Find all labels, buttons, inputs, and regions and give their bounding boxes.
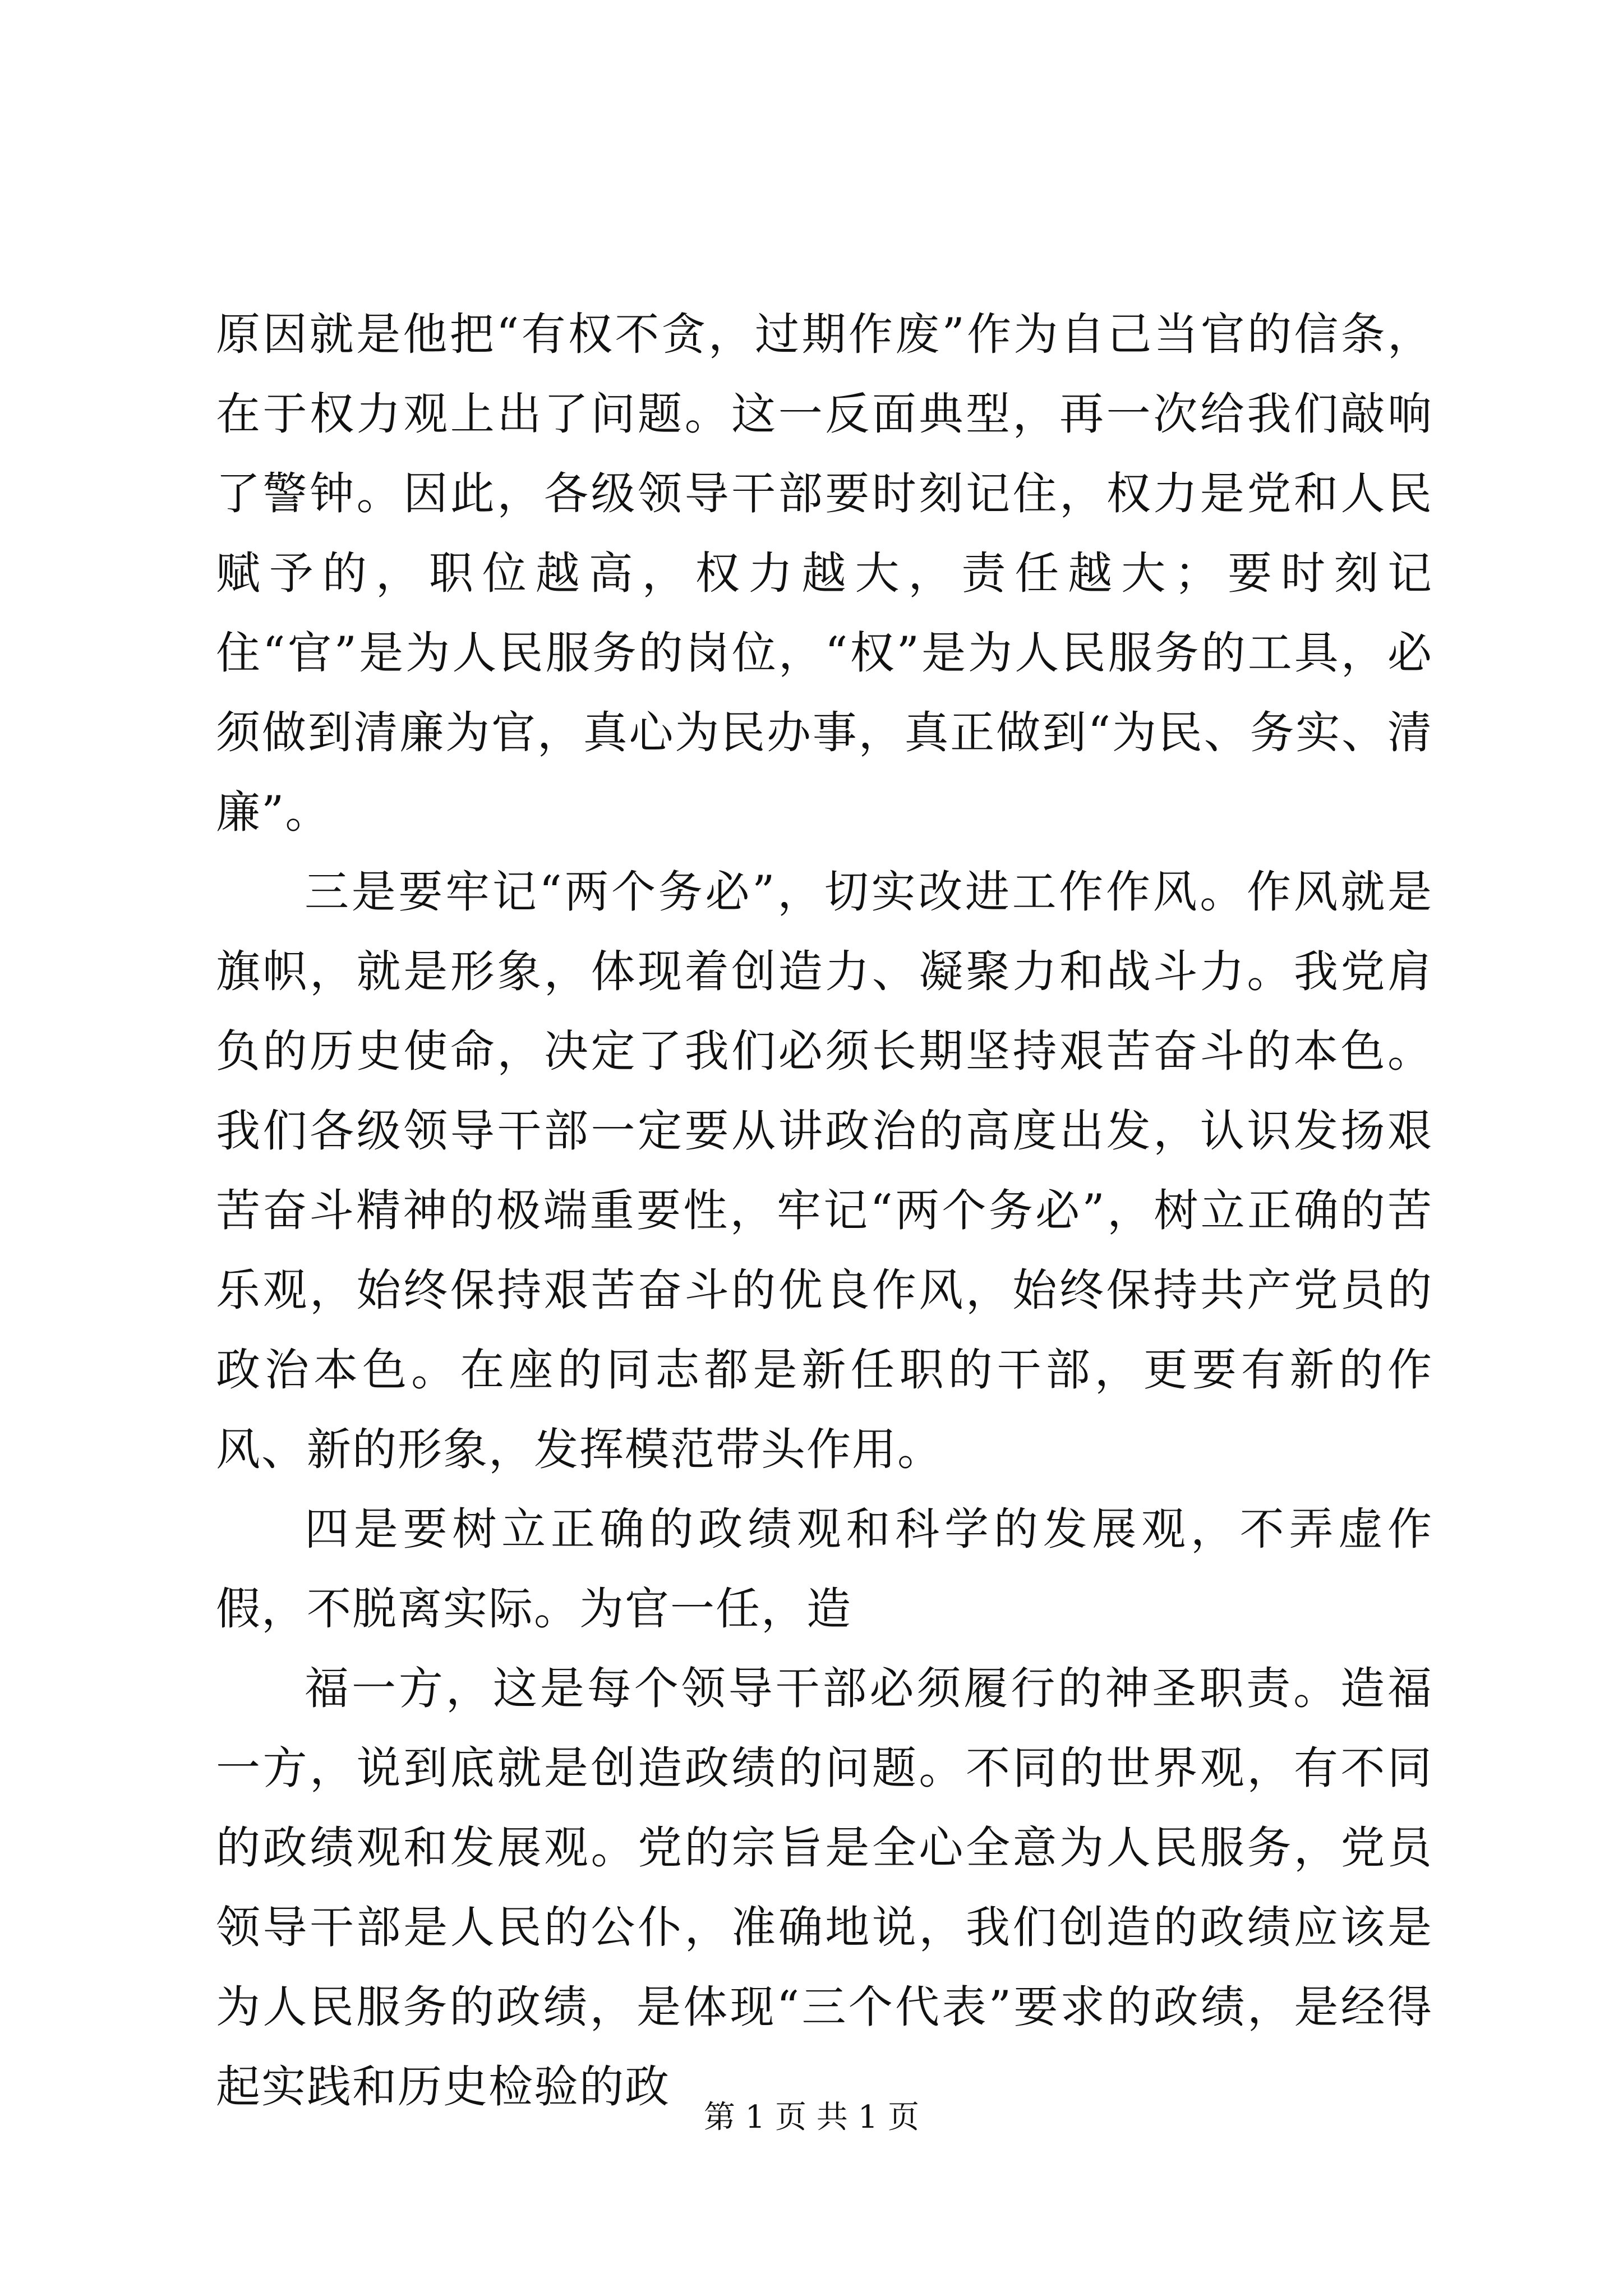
paragraph-2: 三是要牢记“两个务必”，切实改进工作作风。作风就是旗帜，就是形象，体现着创造力、凝聚力和战斗力。我党肩负的历史使命，决定了我们必须长期坚持艰苦奋斗的本色。我们各级领导干部一定要从讲政治的高度出发，认识发扬艰苦奋斗精神的极端重要性，牢记“两个务必”，树立正确的苦乐观，始终保持艰苦奋斗的优良作风，始终保持共产党员的政治本色。在座的同志都是新任职的干部，更要有新的作风、新的形象，发挥模范带头作用。 — [216, 866, 1433, 1475]
paragraph-3: 四是要树立正确的政绩观和科学的发展观，不弄虚作假，不脱离实际。为官一任，造 — [216, 1503, 1433, 1635]
paragraph-4: 福一方，这是每个领导干部必须履行的神圣职责。造福一方，说到底就是创造政绩的问题。不同的世界观，有不同的政绩观和发展观。党的宗旨是全心全意为人民服务，党员领导干部是人民的公仆，准确地说，我们创造的政绩应该是为人民服务的政绩，是体现“三个代表”要求的政绩，是经得起实践和历史检验的政 — [216, 1663, 1433, 2113]
page-footer: 第 1 页 共 1 页 — [703, 2099, 920, 2136]
paragraph-1: 原因就是他把“有权不贪，过期作废”作为自己当官的信条，在于权力观上出了问题。这一反面典型，再一次给我们敲响了警钟。因此，各级领导干部要时刻记住，权力是党和人民赋予的，职位越高，权力越大，责任越大；要时刻记住“官”是为人民服务的岗位，“权”是为人民服务的工具，必须做到清廉为官，真心为民办事，真正做到“为民、务实、清廉”。 — [216, 309, 1433, 838]
document-body — [216, 295, 1433, 2127]
